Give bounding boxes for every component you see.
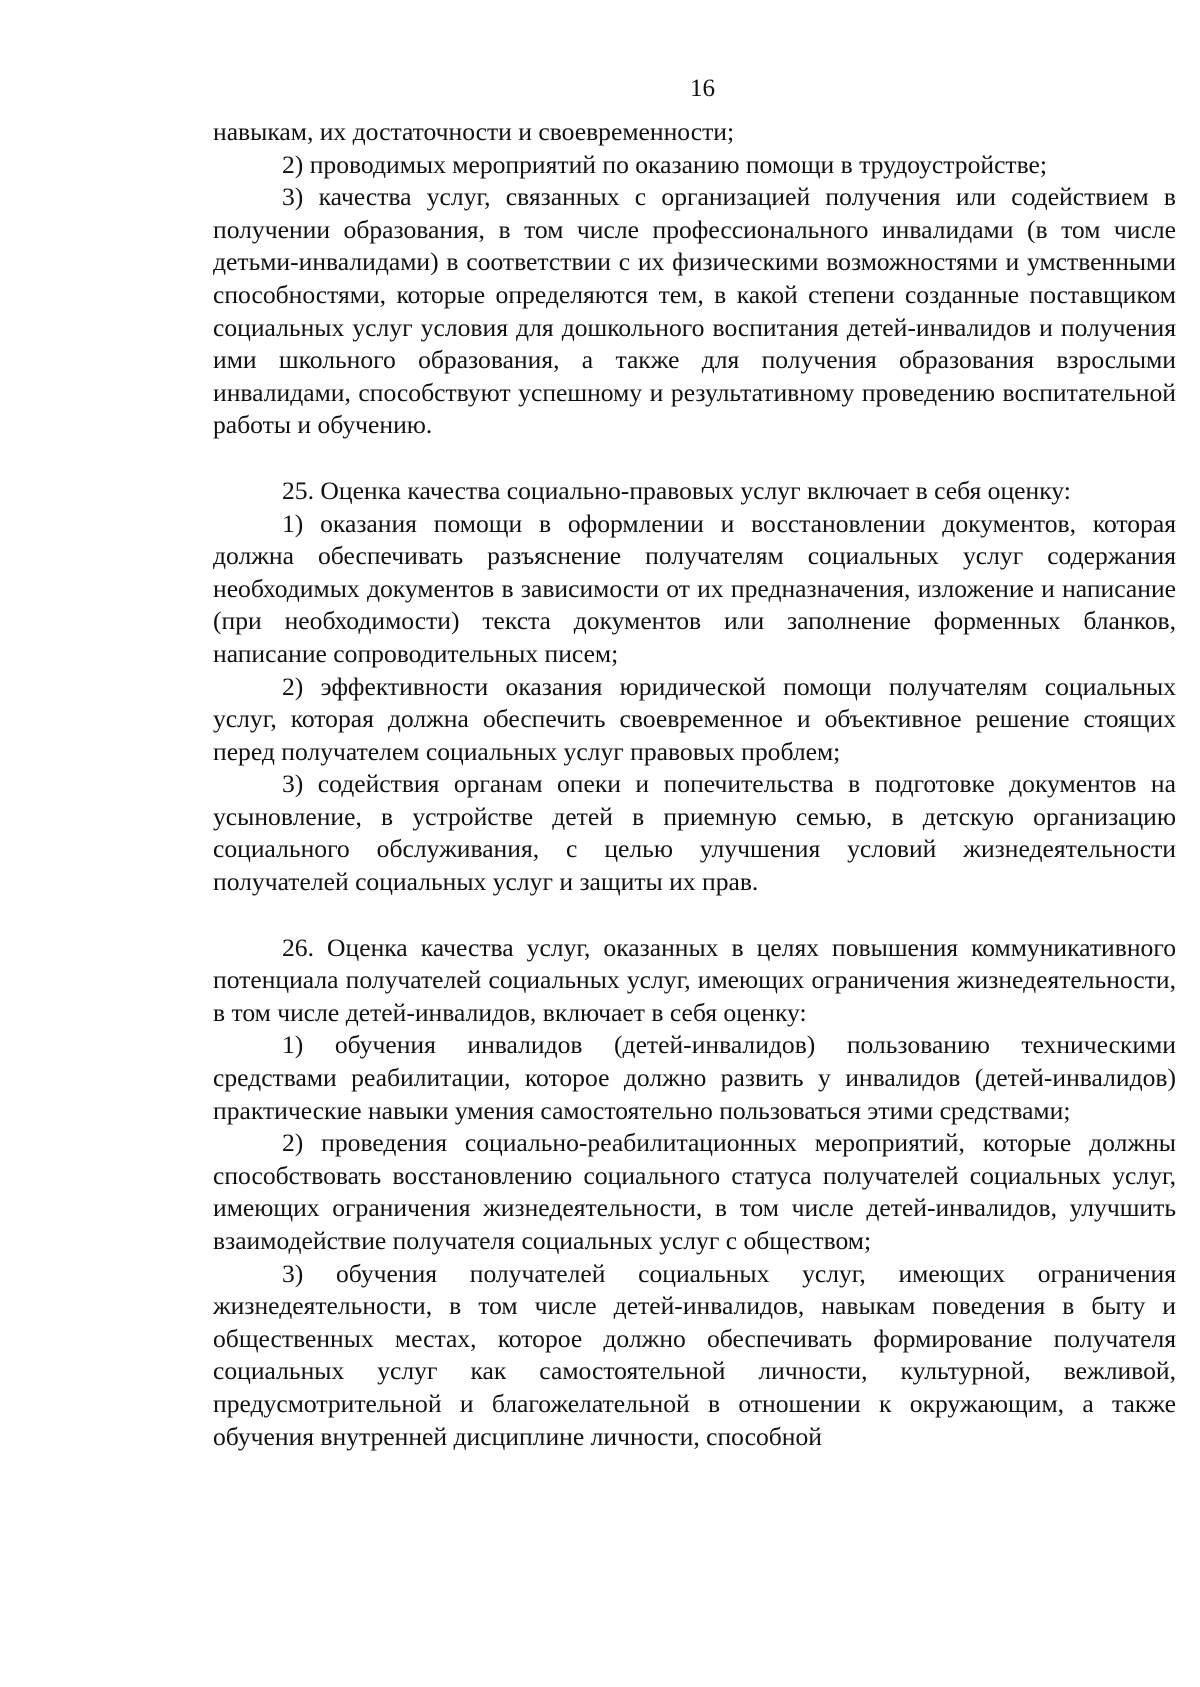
section-25-heading: 25. Оценка качества социально-правовых услуг включает в себя оценку: [282,475,1071,505]
section-26-heading: 26. Оценка качества услуг, оказанных в целях повышения коммуникативного потенциала получателей социальных услуг, имеющих ограничения жизнедеятельности, в том числе детей-инвалидов, включает в себя оценку: [213,932,1176,1027]
list-item-24-3: 3) качества услуг, связанных с организацией получения или содействием в получении образования, в том числе профессионального инвалидами (в том числе детьми-инвалидами) в соответствии с их физическими возможностями и умственными способностями, которые определяются тем, в какой степени созданные поставщиком социальных услуг условия для дошкольного воспитания детей-инвалидов и получения ими школьного образования, а также для получения образования взрослыми инвалидами, способствуют успешному и результативному проведению воспитательной работы и обучению. [213,182,1176,440]
list-item-24-2: 2) проводимых мероприятий по оказанию помощи в трудоустройстве; [282,149,1048,179]
list-item-25-2: 2) эффективности оказания юридической помощи получателям социальных услуг, которая должна обеспечить своевременное и объективное решение стоящих перед получателем социальных услуг правовых проблем; [213,671,1176,766]
section-spacer [213,899,1176,932]
list-item-25-3: 3) содействия органам опеки и попечительства в подготовке документов на усыновление, в устройстве детей в приемную семью, в детскую организацию социального обслуживания, с целью улучшения условий жизнедеятельности получателей социальных услуг и защиты их прав. [213,769,1176,897]
paragraph-continuation: навыкам, их достаточности и своевременности; [213,117,735,146]
section-spacer [213,442,1176,475]
list-item-25-1: 1) оказания помощи в оформлении и восстановлении документов, которая должна обеспечивать разъяснение получателям социальных услуг содержания необходимых документов в зависимости от их предназначения, изложение и написание (при необходимости) текста документов или заполнение форменных бланков, написание сопроводительных писем; [213,508,1176,668]
page-number: 16 [690,75,715,102]
list-item-26-3: 3) обучения получателей социальных услуг, имеющих ограничения жизнедеятельности, в том числе детей-инвалидов, навыкам поведения в быту и общественных местах, которое должно обеспечивать формирование получателя социальных услуг как самостоятельной личности, культурной, вежливой, предусмотрительной и благожелательной в отношении к окружающим, а также обучения внутренней дисциплине личности, способной [213,1258,1176,1451]
list-item-26-1: 1) обучения инвалидов (детей-инвалидов) пользованию техническими средствами реабилитации, которое должно развить у инвалидов (детей-инвалидов) практические навыки умения самостоятельно пользоваться этими средствами; [213,1030,1176,1125]
document-body [213,116,1176,1453]
list-item-26-2: 2) проведения социально-реабилитационных мероприятий, которые должны способствовать восстановлению социального статуса получателей социальных услуг, имеющих ограничения жизнедеятельности, в том числе детей-инвалидов, улучшить взаимодействие получателя социальных услуг с обществом; [213,1128,1176,1255]
